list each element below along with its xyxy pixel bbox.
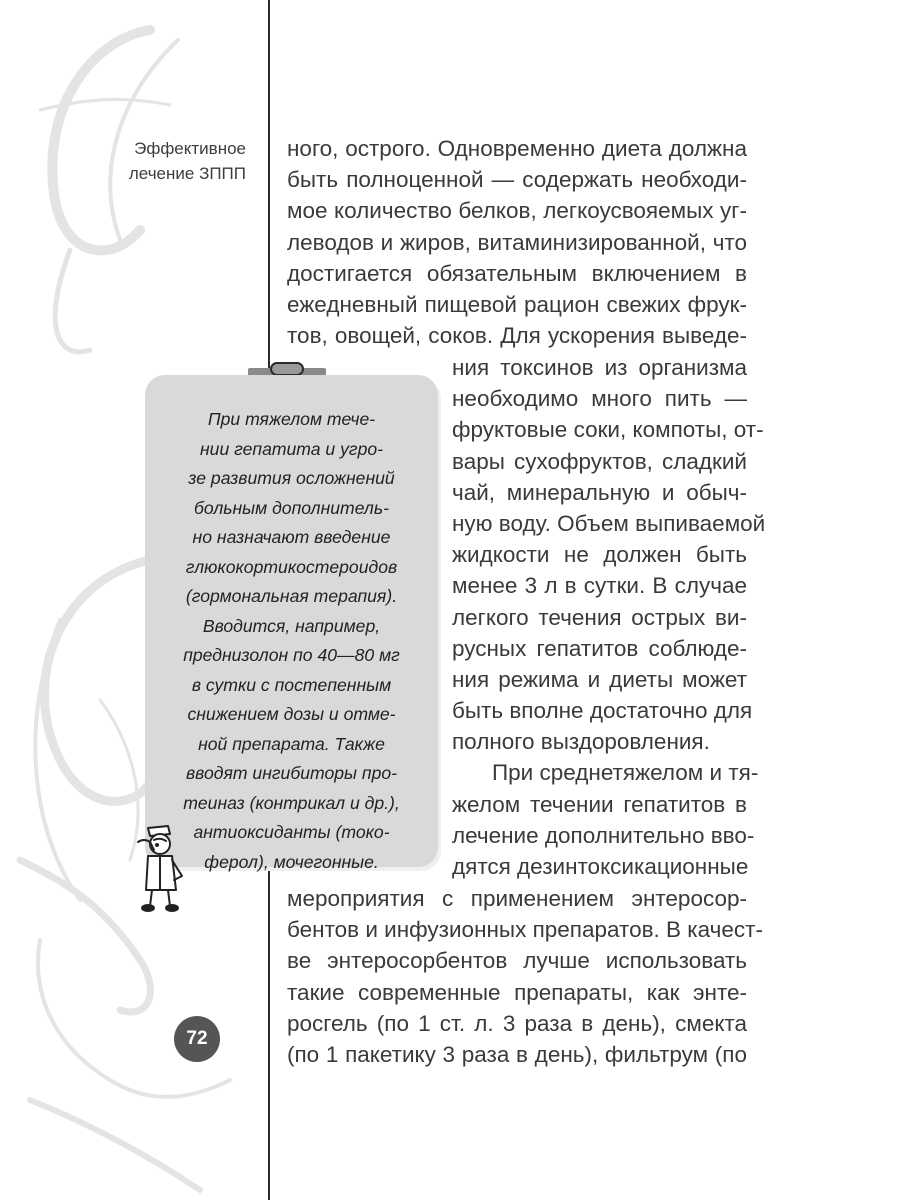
running-header-line: лечение ЗППП <box>128 164 246 183</box>
note-line: снижением дозы и отме- <box>187 704 396 724</box>
text-line: полного выздоровления. <box>452 729 710 755</box>
note-line: глюкокортикостероидов <box>185 556 398 577</box>
text-line: русных гепатитов соблюде- <box>452 635 747 661</box>
note-line: Вводится, например, <box>202 615 381 636</box>
text-line: тов, овощей, соков. Для ускорения выведе- <box>287 323 747 349</box>
text-line: жидкости не должен быть <box>452 542 747 568</box>
note-line: в сутки с постепенным <box>191 674 392 695</box>
text-line: менее 3 л в сутки. В случае <box>452 573 747 599</box>
text-line: такие современные препараты, как энте- <box>287 979 747 1005</box>
text-line: мероприятия с применением энтеросор- <box>287 886 747 911</box>
text-line: желом течении гепатитов в <box>452 791 747 817</box>
text-line: леводов и жиров, витаминизированной, что <box>287 229 747 255</box>
text-line: ния токсинов из организма <box>452 355 747 380</box>
text-line: (по 1 пакетику 3 раза в день), фильтрум (по <box>287 1041 747 1067</box>
note-line: зе развития осложнений <box>188 468 395 488</box>
note-line: нии гепатита и угро- <box>199 438 384 459</box>
page-number-badge: 72 <box>174 1016 220 1062</box>
sidebar-note <box>145 375 438 872</box>
text-line: легкого течения острых ви- <box>452 604 747 630</box>
running-header <box>90 136 246 186</box>
text-line: быть вполне достаточно для <box>452 698 753 724</box>
note-line: больным дополнитель- <box>194 497 389 518</box>
note-tab-pill <box>270 362 304 376</box>
text-line: чай, минеральную и обыч- <box>452 479 747 505</box>
text-line: бентов и инфузионных препаратов. В качест- <box>287 917 763 943</box>
note-line: ной препарата. Также <box>198 733 385 754</box>
text-line: При среднетяжелом и тя- <box>492 760 759 786</box>
text-line: росгель (по 1 ст. л. 3 раза в день), смекта <box>287 1010 747 1036</box>
note-line: теиназ (контрикал и др.), <box>183 792 400 813</box>
text-line: вары сухофруктов, сладкий <box>452 448 747 474</box>
note-line: При тяжелом тече- <box>207 409 376 429</box>
body-text-top <box>287 133 747 351</box>
text-line: ного, острого. Одновременно диета должна <box>287 136 747 161</box>
note-line: (гормональная терапия). <box>185 586 398 606</box>
text-line: фруктовые соки, компоты, от- <box>452 417 764 443</box>
note-line: ферол), мочегонные. <box>204 851 379 872</box>
sidebar-note-text <box>145 405 438 877</box>
running-header-line: Эффективное <box>134 139 246 158</box>
text-line: дятся дезинтоксикационные <box>452 854 749 879</box>
note-line: вводят ингибиторы про- <box>185 763 397 783</box>
text-line: быть полноценной — содержать необходи- <box>287 167 747 193</box>
text-line: ния режима и диеты может <box>452 666 747 692</box>
note-line: антиоксиданты (токо- <box>193 822 390 842</box>
text-line: ную воду. Объем выпиваемой <box>452 510 766 536</box>
body-text-bottom <box>287 883 763 1070</box>
note-line: но назначают введение <box>192 527 391 547</box>
note-line: преднизолон по 40—80 мг <box>183 645 400 665</box>
text-line: ве энтеросорбентов лучше использовать <box>287 948 747 974</box>
text-line: необходимо много пить — <box>452 386 747 412</box>
text-line: ежедневный пищевой рацион свежих фрук- <box>287 291 747 317</box>
text-line: лечение дополнительно вво- <box>452 822 755 848</box>
text-line: мое количество белков, легкоусвояемых уг- <box>287 198 747 224</box>
body-text-narrow <box>452 352 766 882</box>
doctor-icon <box>130 820 190 915</box>
text-line: достигается обязательным включением в <box>287 260 747 286</box>
